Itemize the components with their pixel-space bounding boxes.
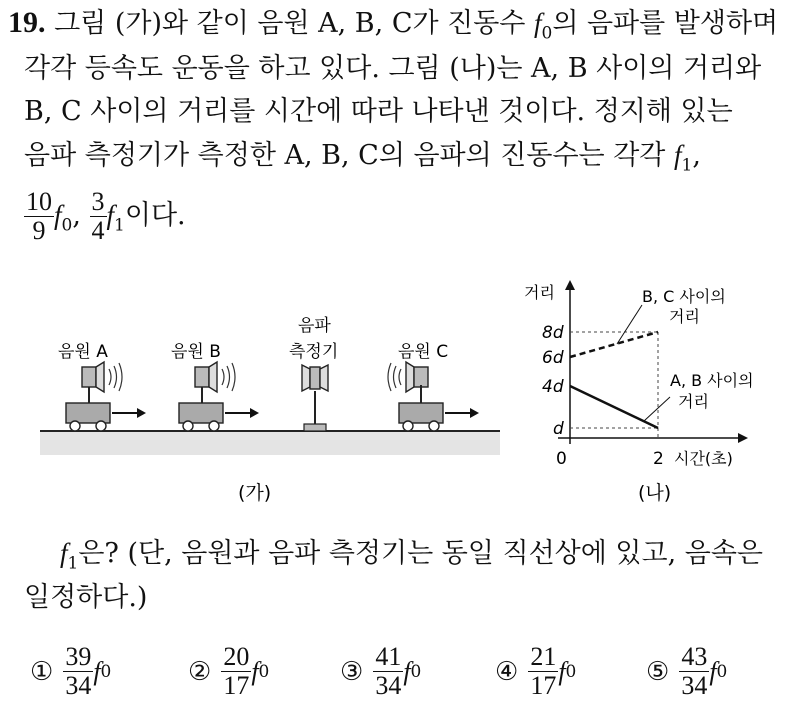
choice-3[interactable]: [340, 643, 421, 700]
symbol-f: f: [709, 656, 717, 686]
symbol-f: f: [403, 656, 411, 686]
fraction-numerator: 43: [681, 642, 708, 671]
x-tick-2: 2: [653, 449, 664, 469]
question-line-4: [24, 140, 701, 180]
fraction-denominator: 34: [375, 671, 402, 700]
y-tick-4d: 4d: [542, 377, 564, 397]
symbol-subscript: 1: [67, 553, 79, 574]
question-line-5: [24, 186, 186, 254]
label-source-c: 음원 C: [398, 342, 449, 362]
y-tick-8d: 8d: [542, 323, 564, 343]
leader-ab: [644, 397, 670, 421]
symbol-f: f: [673, 140, 682, 170]
choice-fraction: [373, 643, 403, 700]
choice-marker: ③: [340, 656, 364, 687]
figure-na: [520, 272, 790, 505]
choice-marker: ⑤: [646, 656, 670, 687]
choice-fraction: [221, 643, 251, 700]
caption-ga: (가): [238, 482, 272, 504]
y-tick-6d: 6d: [542, 348, 564, 368]
y-tick-d: d: [553, 419, 564, 439]
series-ab-distance: [570, 386, 658, 428]
sound-meter-icon: [302, 365, 328, 431]
fraction-denominator: 34: [65, 671, 92, 700]
cart-a-icon: [66, 362, 146, 431]
question-text-1-tail: 의 음파를 발생하며: [552, 8, 779, 39]
question-line-3: B, C 사이의 거리를 시간에 따라 나타낸 것이다. 정지해 있는: [24, 96, 733, 127]
caption-na: (나): [638, 482, 672, 504]
fraction-10-9: [24, 188, 54, 245]
fraction-denominator: 34: [681, 671, 708, 700]
fraction-numerator: 39: [65, 642, 92, 671]
question-line-2: 각각 등속도 운동을 하고 있다. 그림 (나)는 A, B 사이의 거리와: [24, 53, 762, 84]
symbol-subscript: 1: [681, 155, 693, 176]
label-bc-1: B, C 사이의: [642, 287, 726, 306]
separator: ,: [72, 200, 90, 231]
label-source-b: 음원 B: [171, 342, 221, 362]
question-line-1: [8, 8, 778, 48]
question-text-4-tail: ,: [692, 140, 701, 171]
fraction-numerator: 21: [530, 642, 557, 671]
choice-fraction: [679, 643, 709, 700]
y-axis-label: 거리: [524, 283, 555, 302]
x-axis-label: 시간(초): [674, 449, 733, 468]
label-meter-1: 음파: [298, 316, 331, 336]
cart-b-icon: [179, 362, 259, 431]
fraction-denominator: 17: [530, 671, 557, 700]
symbol-subscript: 1: [114, 215, 125, 236]
choice-marker: ④: [495, 656, 519, 687]
choice-4[interactable]: [495, 643, 576, 700]
fraction-denominator: 9: [32, 216, 46, 245]
fraction-denominator: 4: [91, 216, 105, 245]
label-source-a: 음원 A: [58, 342, 108, 362]
choice-fraction: [528, 643, 558, 700]
fraction-numerator: 3: [91, 187, 105, 216]
label-ab-1: A, B 사이의: [670, 371, 754, 390]
fraction-numerator: 20: [223, 642, 250, 671]
choice-1[interactable]: [30, 643, 111, 700]
choice-2[interactable]: [188, 643, 269, 700]
choice-5[interactable]: [646, 643, 727, 700]
symbol-f: f: [558, 656, 566, 686]
fraction-numerator: 10: [26, 187, 52, 216]
symbol-subscript: 0: [716, 661, 728, 682]
symbol-subscript: 0: [61, 215, 73, 236]
symbol-f: f: [93, 656, 101, 686]
label-ab-2: 거리: [678, 392, 709, 411]
symbol-subscript: 0: [541, 23, 553, 44]
symbol-f: f: [60, 538, 68, 568]
y-axis-arrow: [565, 280, 575, 290]
choice-marker: ②: [188, 656, 212, 687]
origin-label: 0: [556, 449, 567, 469]
symbol-f: f: [533, 8, 542, 38]
choice-marker: ①: [30, 656, 54, 687]
symbol-subscript: 0: [565, 661, 577, 682]
fraction-numerator: 41: [375, 642, 402, 671]
question-text-1: 그림 (가)와 같이 음원 A, B, C가 진동수: [54, 8, 534, 39]
label-bc-2: 거리: [669, 307, 700, 326]
question-number: 19.: [8, 6, 46, 39]
label-meter-2: 측정기: [289, 342, 339, 362]
prompt-line-1: [60, 538, 763, 578]
prompt-text-1: 은? (단, 음원과 음파 측정기는 동일 직선상에 있고, 음속은: [78, 538, 763, 569]
figure-ga: [40, 305, 505, 505]
choice-fraction: [63, 643, 93, 700]
question-text-5-tail: 이다.: [124, 200, 186, 231]
fraction-denominator: 17: [223, 671, 250, 700]
fraction-3-4: [90, 188, 107, 245]
series-bc-distance: [570, 332, 658, 357]
symbol-subscript: 0: [258, 661, 270, 682]
prompt-line-2: 일정하다.): [24, 582, 148, 613]
symbol-subscript: 0: [100, 661, 112, 682]
symbol-f: f: [251, 656, 259, 686]
x-axis-arrow: [738, 433, 748, 443]
symbol-subscript: 0: [410, 661, 422, 682]
symbol-f: f: [106, 200, 115, 230]
ground: [40, 431, 500, 455]
question-text-4: 음파 측정기가 측정한 A, B, C의 음파의 진동수는 각각: [24, 140, 674, 171]
cart-c-icon: [388, 362, 479, 431]
symbol-f: f: [54, 200, 62, 230]
